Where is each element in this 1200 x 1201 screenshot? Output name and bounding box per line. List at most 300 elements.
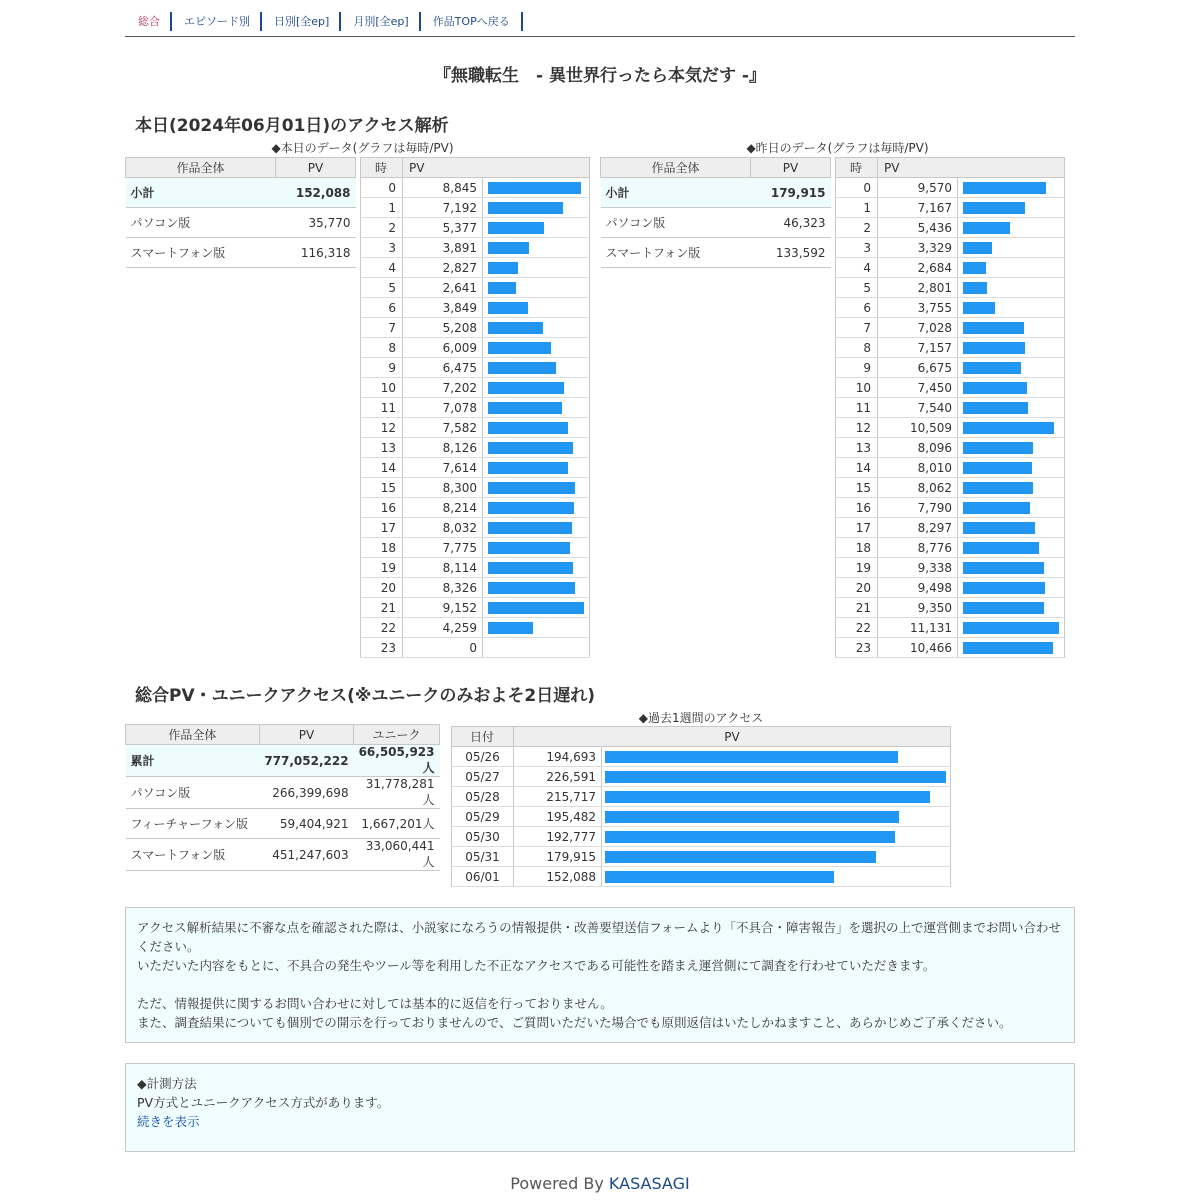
hourly-row (361, 458, 590, 478)
nav-by-episode[interactable]: エピソード別 (172, 12, 262, 31)
hour-pv-value: 3,329 (878, 238, 958, 258)
hourly-row (361, 378, 590, 398)
total-heading: 総合PV・ユニークアクセス(※ユニークのみおよそ2日遅れ) (135, 686, 595, 706)
hour-pv-bar (963, 222, 1010, 234)
hour-bar-cell (958, 238, 1065, 258)
hour-pv-bar (488, 622, 533, 634)
hourly-row (836, 598, 1065, 618)
hour-label: 0 (836, 178, 878, 198)
hour-bar-cell (958, 438, 1065, 458)
weekly-pv-value: 194,693 (514, 747, 602, 767)
summary-row-pc (601, 208, 831, 238)
nav-work-top[interactable]: 作品TOPへ戻る (421, 12, 523, 31)
hourly-row (361, 298, 590, 318)
hour-bar-cell (958, 278, 1065, 298)
hourly-row (361, 578, 590, 598)
method-box (125, 1063, 1075, 1152)
hourly-row (361, 598, 590, 618)
hour-bar-cell (958, 518, 1065, 538)
hour-label: 22 (361, 618, 403, 638)
hour-pv-value: 8,300 (403, 478, 483, 498)
row-label: スマートフォン版 (601, 238, 751, 268)
hour-pv-value: 8,096 (878, 438, 958, 458)
hour-label: 7 (836, 318, 878, 338)
hour-pv-value: 5,436 (878, 218, 958, 238)
hour-pv-bar (963, 602, 1044, 614)
hour-bar-cell (958, 378, 1065, 398)
hour-pv-value: 8,010 (878, 458, 958, 478)
nav-monthly[interactable]: 月別[全ep] (341, 12, 420, 31)
header-pv: PV (276, 158, 356, 178)
hour-bar-cell (483, 218, 590, 238)
row-value: 152,088 (276, 178, 356, 208)
weekly-caption: ◆過去1週間のアクセス (638, 711, 764, 725)
weekly-bar-cell (602, 807, 951, 827)
footer-prefix: Powered By (510, 1174, 609, 1193)
hour-pv-value: 9,152 (403, 598, 483, 618)
row-pv: 777,052,222 (259, 745, 353, 777)
hour-pv-bar (963, 422, 1054, 434)
hour-pv-bar (963, 502, 1030, 514)
weekly-bar-cell (602, 827, 951, 847)
hourly-row (361, 518, 590, 538)
weekly-pv-value: 152,088 (514, 867, 602, 887)
summary-row-pc (126, 208, 356, 238)
hour-bar-cell (483, 598, 590, 618)
hour-bar-cell (958, 598, 1065, 618)
kasasagi-link[interactable]: KASASAGI (608, 1174, 690, 1193)
hour-pv-value: 9,338 (878, 558, 958, 578)
summary-row-subtotal (126, 178, 356, 208)
hourly-row (836, 478, 1065, 498)
hour-pv-value: 8,062 (878, 478, 958, 498)
row-label: パソコン版 (126, 208, 276, 238)
weekly-row (452, 807, 951, 827)
header-pv: PV (403, 158, 590, 178)
hourly-row (836, 498, 1065, 518)
work-title: 『無職転生 - 異世界行ったら本気だす -』 (434, 66, 766, 86)
hour-bar-cell (958, 218, 1065, 238)
weekly-date: 05/27 (452, 767, 514, 787)
notice-line (137, 975, 1063, 994)
row-label: フィーチャーフォン版 (126, 809, 260, 839)
hour-pv-value: 3,755 (878, 298, 958, 318)
weekly-row (452, 787, 951, 807)
hour-label: 2 (361, 218, 403, 238)
hour-label: 15 (836, 478, 878, 498)
hour-bar-cell (483, 418, 590, 438)
hourly-row (836, 418, 1065, 438)
row-pv: 266,399,698 (259, 777, 353, 809)
hour-bar-cell (958, 178, 1065, 198)
hour-pv-value: 4,259 (403, 618, 483, 638)
row-label: パソコン版 (601, 208, 751, 238)
hour-label: 21 (361, 598, 403, 618)
hour-bar-cell (958, 638, 1065, 658)
hour-bar-cell (483, 358, 590, 378)
hour-bar-cell (958, 258, 1065, 278)
weekly-bar-cell (602, 767, 951, 787)
hour-pv-value: 6,675 (878, 358, 958, 378)
today-summary-table (125, 157, 356, 268)
hourly-row (361, 498, 590, 518)
footer (0, 1174, 1200, 1193)
hour-pv-bar (488, 242, 529, 254)
weekly-date: 05/28 (452, 787, 514, 807)
hourly-row (836, 618, 1065, 638)
hour-label: 10 (836, 378, 878, 398)
hour-pv-bar (488, 422, 568, 434)
header-pv: PV (751, 158, 831, 178)
row-value: 46,323 (751, 208, 831, 238)
hour-bar-cell (958, 398, 1065, 418)
hourly-row (836, 378, 1065, 398)
today-heading: 本日(2024年06月01日)のアクセス解析 (135, 116, 449, 136)
method-text: PV方式とユニークアクセス方式があります。 (137, 1095, 390, 1110)
hour-pv-value: 6,475 (403, 358, 483, 378)
hour-pv-bar (488, 542, 570, 554)
notice-line: アクセス解析結果に不審な点を確認された際は、小説家になろうの情報提供・改善要望送信フォームより「不具合・障害報告」を選択の上で運営側までお問い合わせください。 (137, 920, 1062, 954)
hour-pv-value: 8,776 (878, 538, 958, 558)
weekly-pv-value: 179,915 (514, 847, 602, 867)
hour-pv-value: 7,790 (878, 498, 958, 518)
hour-label: 7 (361, 318, 403, 338)
hour-pv-bar (488, 202, 563, 214)
hourly-row (361, 238, 590, 258)
hour-bar-cell (483, 178, 590, 198)
hour-pv-bar (488, 182, 581, 194)
weekly-bar-cell (602, 787, 951, 807)
hour-pv-value: 2,641 (403, 278, 483, 298)
hour-pv-value: 3,849 (403, 298, 483, 318)
hourly-row (836, 238, 1065, 258)
hour-label: 19 (836, 558, 878, 578)
row-label: スマートフォン版 (126, 238, 276, 268)
hour-label: 1 (361, 198, 403, 218)
hourly-row (836, 538, 1065, 558)
hour-bar-cell (958, 538, 1065, 558)
summary-row-smartphone (601, 238, 831, 268)
summary-row-subtotal (601, 178, 831, 208)
hour-bar-cell (483, 298, 590, 318)
hour-pv-value: 7,157 (878, 338, 958, 358)
hourly-row (836, 278, 1065, 298)
hourly-row (361, 478, 590, 498)
hour-pv-bar (488, 462, 568, 474)
hour-label: 20 (836, 578, 878, 598)
top-nav (125, 12, 1075, 37)
hour-label: 19 (361, 558, 403, 578)
row-label: 小計 (126, 178, 276, 208)
hour-pv-bar (963, 262, 986, 274)
total-row-featurephone (126, 809, 440, 839)
hourly-row (361, 638, 590, 658)
row-label: パソコン版 (126, 777, 260, 809)
hour-bar-cell (958, 298, 1065, 318)
hour-pv-bar (963, 582, 1045, 594)
hour-bar-cell (483, 578, 590, 598)
hourly-row (836, 258, 1065, 278)
hour-label: 22 (836, 618, 878, 638)
hour-bar-cell (483, 338, 590, 358)
hourly-row (836, 558, 1065, 578)
hourly-row (836, 338, 1065, 358)
weekly-row (452, 867, 951, 887)
hourly-row (361, 398, 590, 418)
show-more-link[interactable]: 続きを表示 (137, 1114, 200, 1129)
nav-daily[interactable]: 日別[全ep] (262, 12, 341, 31)
hourly-row (361, 218, 590, 238)
header-work: 作品全体 (126, 158, 276, 178)
hour-pv-bar (488, 442, 573, 454)
weekly-pv-value: 226,591 (514, 767, 602, 787)
hour-bar-cell (958, 418, 1065, 438)
row-unique: 31,778,281人 (354, 777, 440, 809)
hour-label: 18 (361, 538, 403, 558)
hour-pv-bar (963, 382, 1027, 394)
hourly-row (361, 278, 590, 298)
weekly-pv-bar (605, 791, 930, 803)
hour-pv-bar (488, 482, 575, 494)
weekly-bar-cell (602, 747, 951, 767)
hourly-row (361, 558, 590, 578)
hour-pv-bar (963, 342, 1025, 354)
hour-bar-cell (483, 478, 590, 498)
total-row-smartphone (126, 839, 440, 871)
hourly-row (361, 338, 590, 358)
hourly-row (836, 178, 1065, 198)
hour-pv-value: 9,498 (878, 578, 958, 598)
hour-label: 23 (836, 638, 878, 658)
weekly-date: 05/31 (452, 847, 514, 867)
hour-pv-bar (488, 322, 543, 334)
notice-line: また、調査結果についても個別での開示を行っておりませんので、ご質問いただいた場合でも原則返信はいたしかねますこと、あらかじめご了承ください。 (137, 1015, 1012, 1030)
row-label: 小計 (601, 178, 751, 208)
hour-pv-bar (963, 302, 995, 314)
hour-label: 4 (361, 258, 403, 278)
hour-pv-value: 7,078 (403, 398, 483, 418)
hourly-row (836, 458, 1065, 478)
hourly-row (836, 398, 1065, 418)
hourly-row (836, 358, 1065, 378)
hour-bar-cell (483, 458, 590, 478)
notice-line: ただ、情報提供に関するお問い合わせに対しては基本的に返信を行っておりません。 (137, 996, 613, 1011)
hour-label: 3 (361, 238, 403, 258)
hour-pv-value: 8,032 (403, 518, 483, 538)
hourly-row (836, 318, 1065, 338)
hour-pv-bar (488, 222, 544, 234)
hour-pv-bar (963, 562, 1044, 574)
row-value: 116,318 (276, 238, 356, 268)
total-row-cumulative (126, 745, 440, 777)
hour-label: 20 (361, 578, 403, 598)
hour-bar-cell (958, 498, 1065, 518)
header-pv: PV (878, 158, 1065, 178)
hour-label: 12 (361, 418, 403, 438)
header-date: 日付 (452, 727, 514, 747)
hourly-row (361, 358, 590, 378)
hour-pv-value: 8,297 (878, 518, 958, 538)
header-pv: PV (514, 727, 951, 747)
nav-overall[interactable]: 総合 (125, 12, 172, 31)
hour-pv-bar (963, 542, 1039, 554)
hour-pv-value: 7,028 (878, 318, 958, 338)
yesterday-hourly-table (835, 157, 1065, 658)
weekly-date: 05/29 (452, 807, 514, 827)
weekly-date: 05/30 (452, 827, 514, 847)
hourly-row (361, 318, 590, 338)
hour-bar-cell (958, 478, 1065, 498)
hourly-row (836, 578, 1065, 598)
weekly-pv-value: 195,482 (514, 807, 602, 827)
hourly-row (361, 618, 590, 638)
hourly-row (361, 418, 590, 438)
hour-label: 9 (836, 358, 878, 378)
row-value: 133,592 (751, 238, 831, 268)
hour-label: 10 (361, 378, 403, 398)
hour-bar-cell (483, 258, 590, 278)
hour-bar-cell (483, 378, 590, 398)
hour-bar-cell (958, 318, 1065, 338)
hour-label: 23 (361, 638, 403, 658)
hour-pv-value: 7,450 (878, 378, 958, 398)
notice-box (125, 907, 1075, 1043)
hour-bar-cell (483, 558, 590, 578)
today-hourly-table (360, 157, 590, 658)
hour-bar-cell (483, 278, 590, 298)
hour-pv-bar (963, 322, 1024, 334)
hour-pv-bar (488, 342, 551, 354)
hour-bar-cell (483, 438, 590, 458)
hourly-row (361, 178, 590, 198)
hour-pv-bar (963, 642, 1053, 654)
hour-pv-value: 7,167 (878, 198, 958, 218)
hour-pv-bar (488, 562, 573, 574)
hour-pv-bar (963, 362, 1021, 374)
hour-pv-value: 10,466 (878, 638, 958, 658)
hour-pv-bar (488, 522, 572, 534)
row-pv: 451,247,603 (259, 839, 353, 871)
header-unique: ユニーク (354, 725, 440, 745)
hour-pv-value: 7,614 (403, 458, 483, 478)
header-hour: 時 (361, 158, 403, 178)
weekly-access-table (451, 726, 951, 887)
hour-label: 18 (836, 538, 878, 558)
weekly-row (452, 767, 951, 787)
hour-pv-bar (488, 402, 562, 414)
hour-label: 14 (836, 458, 878, 478)
hour-bar-cell (483, 398, 590, 418)
hour-pv-value: 10,509 (878, 418, 958, 438)
hour-bar-cell (958, 358, 1065, 378)
total-access-table (125, 724, 440, 871)
hour-label: 11 (361, 398, 403, 418)
weekly-row (452, 827, 951, 847)
row-unique: 66,505,923人 (354, 745, 440, 777)
hour-pv-bar (963, 442, 1033, 454)
hour-bar-cell (483, 638, 590, 658)
hour-label: 2 (836, 218, 878, 238)
hour-pv-value: 3,891 (403, 238, 483, 258)
weekly-pv-bar (605, 831, 895, 843)
hourly-row (836, 638, 1065, 658)
hour-label: 1 (836, 198, 878, 218)
hourly-row (361, 538, 590, 558)
weekly-bar-cell (602, 847, 951, 867)
hour-label: 13 (361, 438, 403, 458)
hourly-row (361, 258, 590, 278)
hour-label: 6 (361, 298, 403, 318)
hour-label: 17 (361, 518, 403, 538)
hour-bar-cell (483, 318, 590, 338)
row-value: 35,770 (276, 208, 356, 238)
weekly-row (452, 747, 951, 767)
hour-label: 5 (361, 278, 403, 298)
hour-label: 15 (361, 478, 403, 498)
hour-label: 21 (836, 598, 878, 618)
hour-label: 8 (361, 338, 403, 358)
row-label: スマートフォン版 (126, 839, 260, 871)
hour-pv-value: 8,126 (403, 438, 483, 458)
weekly-pv-value: 215,717 (514, 787, 602, 807)
hour-pv-bar (488, 582, 575, 594)
hour-pv-value: 7,202 (403, 378, 483, 398)
hour-pv-bar (488, 602, 584, 614)
hour-label: 16 (836, 498, 878, 518)
hourly-row (836, 298, 1065, 318)
hour-pv-bar (488, 382, 564, 394)
hour-bar-cell (958, 558, 1065, 578)
hour-bar-cell (483, 618, 590, 638)
header-work: 作品全体 (601, 158, 751, 178)
hour-pv-value: 8,845 (403, 178, 483, 198)
weekly-pv-bar (605, 751, 898, 763)
hour-pv-bar (963, 462, 1032, 474)
hour-pv-bar (488, 262, 518, 274)
hour-pv-value: 2,827 (403, 258, 483, 278)
hour-bar-cell (483, 238, 590, 258)
hour-label: 14 (361, 458, 403, 478)
weekly-pv-bar (605, 851, 876, 863)
hour-bar-cell (483, 538, 590, 558)
hour-pv-bar (963, 402, 1028, 414)
header-hour: 時 (836, 158, 878, 178)
hour-label: 13 (836, 438, 878, 458)
weekly-bar-cell (602, 867, 951, 887)
hour-pv-bar (963, 482, 1033, 494)
hourly-row (361, 438, 590, 458)
hour-pv-bar (963, 622, 1059, 634)
today-caption: ◆本日のデータ(グラフは毎時/PV) (271, 141, 454, 155)
hour-label: 8 (836, 338, 878, 358)
hourly-row (836, 198, 1065, 218)
hour-label: 11 (836, 398, 878, 418)
hour-pv-bar (963, 242, 992, 254)
hour-pv-value: 9,570 (878, 178, 958, 198)
hour-pv-value: 6,009 (403, 338, 483, 358)
hourly-row (361, 198, 590, 218)
weekly-pv-bar (605, 771, 946, 783)
hour-label: 0 (361, 178, 403, 198)
weekly-pv-value: 192,777 (514, 827, 602, 847)
hour-pv-value: 7,775 (403, 538, 483, 558)
hour-bar-cell (958, 578, 1065, 598)
method-title: ◆計測方法 (137, 1076, 197, 1091)
hour-pv-bar (963, 182, 1046, 194)
hour-pv-value: 9,350 (878, 598, 958, 618)
weekly-pv-bar (605, 811, 899, 823)
hour-pv-bar (488, 302, 528, 314)
